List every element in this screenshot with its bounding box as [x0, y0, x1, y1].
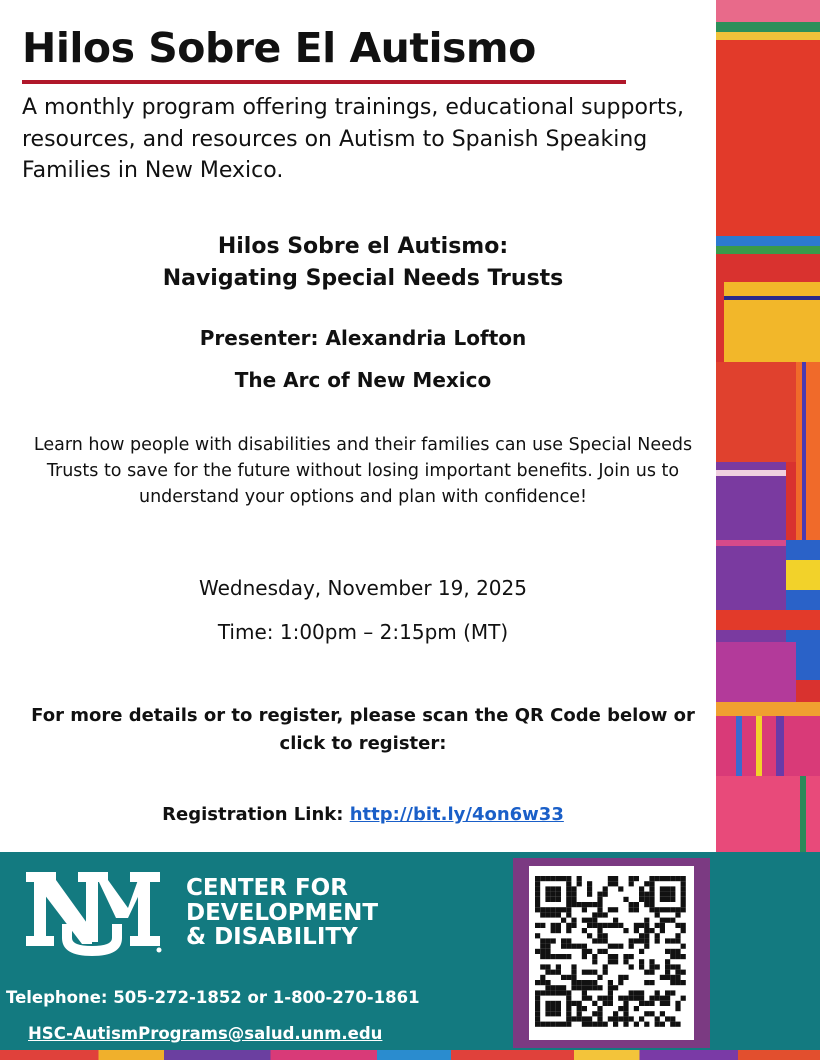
presenter: Presenter: Alexandria Lofton	[199, 326, 527, 350]
qr-frame	[513, 858, 710, 1048]
textile-image	[716, 0, 820, 852]
center-name-line-2: DEVELOPMENT	[186, 899, 379, 926]
event-title-line-2: Navigating Special Needs Trusts	[162, 266, 564, 291]
event-time: Time: 1:00pm – 2:15pm (MT)	[217, 620, 509, 644]
program-intro: A monthly program offering trainings, educational supports, resources, and resources on Autism to Spanish Speaking Families in New Mexico.	[22, 95, 685, 183]
event-date: Wednesday, November 19, 2025	[199, 576, 527, 600]
registration-instructions: For more details or to register, please scan the QR Code below or click to register:	[31, 705, 695, 754]
footer-textile-strip	[0, 1050, 820, 1060]
unm-logo-icon	[22, 868, 164, 962]
presenter-organization: The Arc of New Mexico	[234, 368, 492, 392]
center-name-line-1: CENTER FOR	[186, 875, 348, 901]
title-divider	[22, 80, 626, 84]
center-name	[186, 876, 378, 950]
event-title	[10, 231, 716, 295]
registration-link[interactable]: http://bit.ly/4on6w33	[349, 804, 564, 825]
email-link[interactable]: HSC-AutismPrograms@salud.unm.edu	[28, 1024, 383, 1043]
telephone: Telephone: 505-272-1852 or 1-800-270-1861	[6, 988, 420, 1007]
program-title: Hilos Sobre El Autismo	[22, 24, 536, 72]
qr-code-icon[interactable]	[529, 866, 694, 1040]
registration-line	[10, 804, 716, 825]
event-title-line-1: Hilos Sobre el Autismo:	[217, 234, 509, 259]
event-description: Learn how people with disabilities and their families can use Special Needs Trusts to save for the future without losing important benefits. Join us to understand your options and plan with confidence!	[33, 435, 693, 507]
center-name-line-3: & DISABILITY	[186, 924, 358, 950]
registration-label: Registration Link:	[162, 804, 344, 825]
